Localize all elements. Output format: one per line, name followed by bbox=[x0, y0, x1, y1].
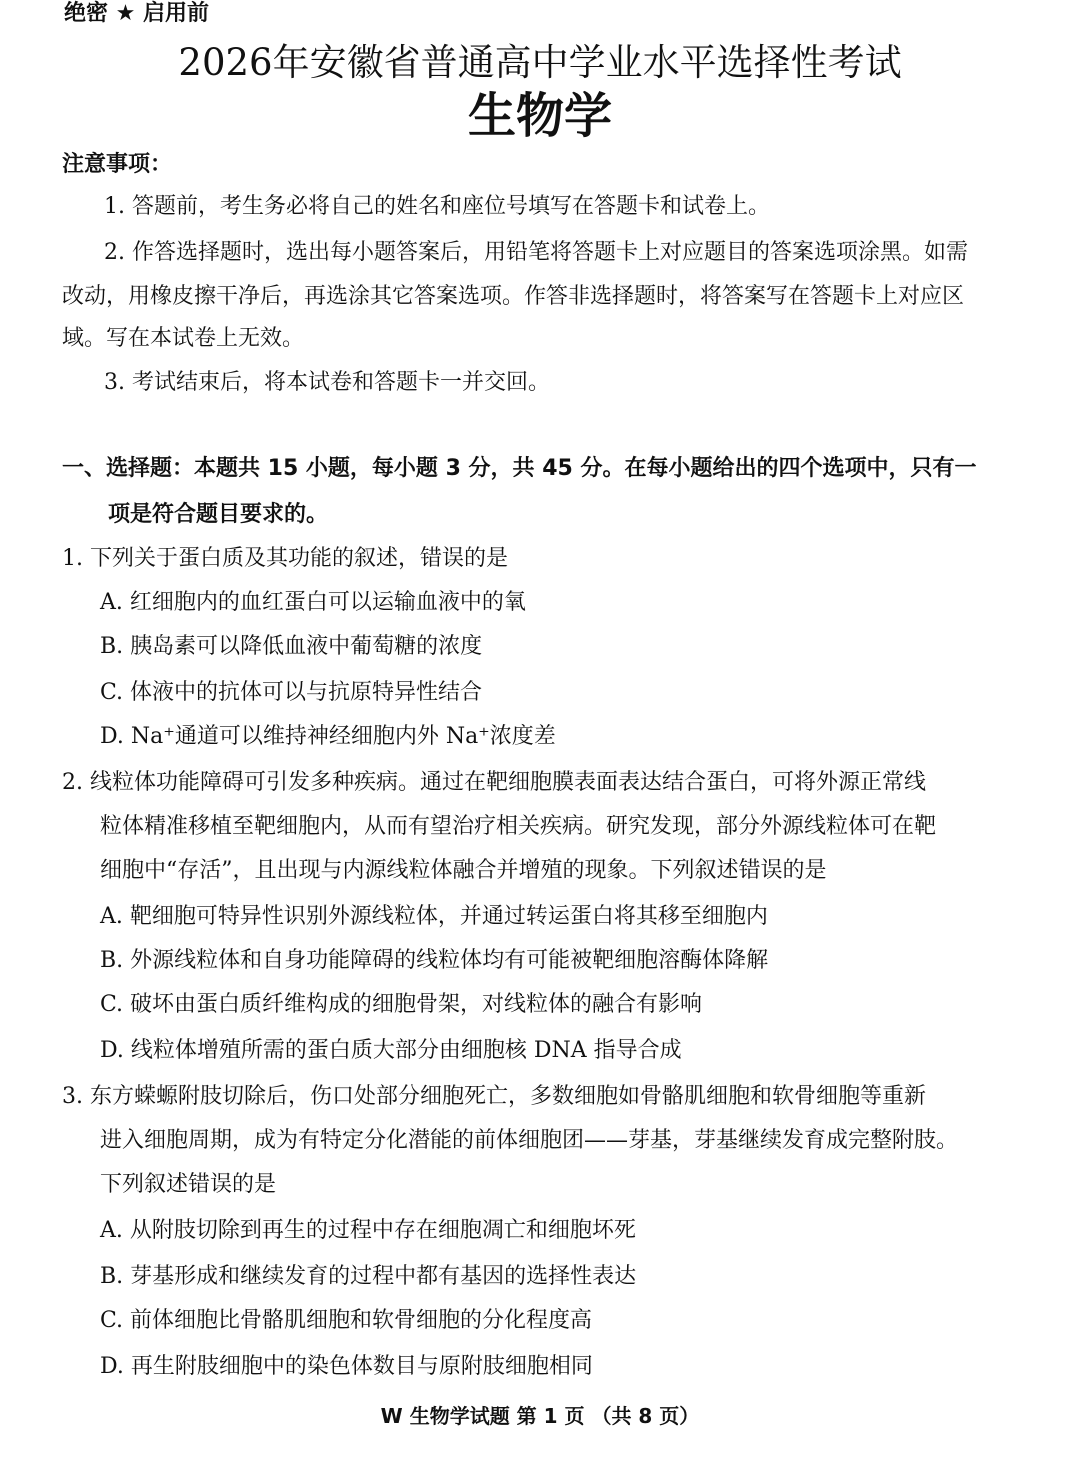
section-heading: 一、选择题：本题共 15 小题，每小题 3 分，共 45 分。在每小题给出的四个选项中，只有一 bbox=[62, 456, 977, 481]
question-stem: 2. 线粒体功能障碍可引发多种疾病。通过在靶细胞膜表面表达结合蛋白，可将外源正常线 bbox=[62, 770, 926, 795]
question-stem: 细胞中“存活”，且出现与内源线粒体融合并增殖的现象。下列叙述错误的是 bbox=[100, 858, 827, 883]
option-b: B. 胰岛素可以降低血液中葡萄糖的浓度 bbox=[100, 634, 483, 659]
question-stem: 粒体精准移植至靶细胞内，从而有望治疗相关疾病。研究发现，部分外源线粒体可在靶 bbox=[100, 814, 937, 839]
question-stem: 3. 东方蝾螈附肢切除后，伤口处部分细胞死亡，多数细胞如骨骼肌细胞和软骨细胞等重新 bbox=[62, 1084, 926, 1109]
notice-heading: 注意事项： bbox=[62, 152, 173, 177]
subject-title: 生物学 bbox=[467, 88, 612, 144]
notice-line: 3. 考试结束后，将本试卷和答题卡一并交回。 bbox=[104, 370, 550, 395]
option-c: C. 破坏由蛋白质纤维构成的细胞骨架，对线粒体的融合有影响 bbox=[100, 992, 703, 1017]
option-c: C. 前体细胞比骨骼肌细胞和软骨细胞的分化程度高 bbox=[100, 1308, 593, 1333]
secret-label: 绝密 ★ 启用前 bbox=[64, 1, 210, 26]
option-a: A. 靶细胞可特异性识别外源线粒体，并通过转运蛋白将其移至细胞内 bbox=[100, 904, 768, 929]
option-d: D. 再生附肢细胞中的染色体数目与原附肢细胞相同 bbox=[100, 1354, 593, 1379]
notice-line: 2. 作答选择题时，选出每小题答案后，用铅笔将答题卡上对应题目的答案选项涂黑。如需 bbox=[104, 240, 968, 265]
question-stem: 进入细胞周期，成为有特定分化潜能的前体细胞团——芽基，芽基继续发育成完整附肢。 bbox=[100, 1128, 959, 1153]
page-footer: W 生物学试题 第 1 页 （共 8 页） bbox=[380, 1404, 700, 1428]
question-stem: 下列叙述错误的是 bbox=[100, 1172, 277, 1197]
option-c: C. 体液中的抗体可以与抗原特异性结合 bbox=[100, 680, 483, 705]
notice-line: 改动，用橡皮擦干净后，再选涂其它答案选项。作答非选择题时，将答案写在答题卡上对应区 bbox=[62, 284, 965, 309]
option-d: D. Na⁺通道可以维持神经细胞内外 Na⁺浓度差 bbox=[100, 724, 556, 749]
option-a: A. 红细胞内的血红蛋白可以运输血液中的氧 bbox=[100, 590, 526, 615]
section-heading-continued: 项是符合题目要求的。 bbox=[108, 502, 329, 527]
option-b: B. 芽基形成和继续发育的过程中都有基因的选择性表达 bbox=[100, 1264, 637, 1289]
exam-title: 2026年安徽省普通高中学业水平选择性考试 bbox=[178, 41, 902, 84]
notice-line: 1. 答题前，考生务必将自己的姓名和座位号填写在答题卡和试卷上。 bbox=[104, 194, 770, 219]
option-d: D. 线粒体增殖所需的蛋白质大部分由细胞核 DNA 指导合成 bbox=[100, 1038, 682, 1063]
option-a: A. 从附肢切除到再生的过程中存在细胞凋亡和细胞坏死 bbox=[100, 1218, 636, 1243]
question-stem: 1. 下列关于蛋白质及其功能的叙述，错误的是 bbox=[62, 546, 508, 571]
option-b: B. 外源线粒体和自身功能障碍的线粒体均有可能被靶细胞溶酶体降解 bbox=[100, 948, 769, 973]
notice-line: 域。写在本试卷上无效。 bbox=[62, 326, 305, 351]
